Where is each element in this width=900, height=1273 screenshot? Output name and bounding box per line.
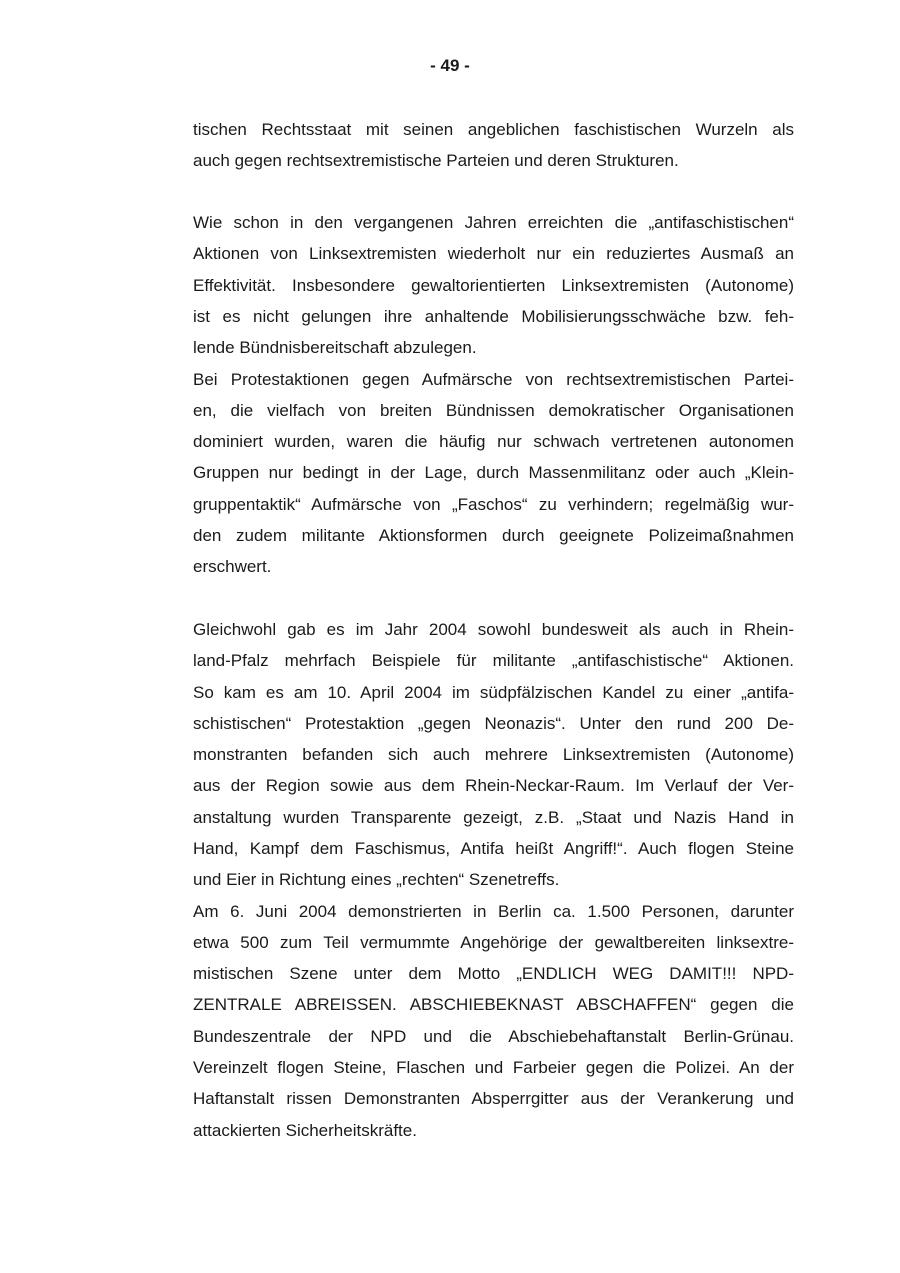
paragraph-4 [193,614,794,896]
text-line: gruppentaktik“ Aufmärsche von „Faschos“ zu verhindern; regelmäßig wur- [193,494,794,514]
page-number: - 49 - [430,56,470,75]
text-line: aus der Region sowie aus dem Rhein-Neckar-Raum. Im Verlauf der Ver- [193,776,794,796]
text-line: Haftanstalt rissen Demonstranten Absperrgitter aus der Verankerung und [193,1089,794,1109]
text-line: So kam es am 10. April 2004 im südpfälzischen Kandel zu einer „antifa- [193,682,794,702]
text-line: Bei Protestaktionen gegen Aufmärsche von rechtsextremistischen Partei- [193,369,794,389]
text-line: ist es nicht gelungen ihre anhaltende Mobilisierungsschwäche bzw. feh- [193,306,794,326]
text-line: Aktionen von Linksextremisten wiederholt nur ein reduziertes Ausmaß an [193,244,794,264]
text-line: Effektivität. Insbesondere gewaltorientierten Linksextremisten (Autonome) [193,275,794,295]
text-line: Gruppen nur bedingt in der Lage, durch Massenmilitanz oder auch „Klein- [193,463,794,483]
text-line: tischen Rechtsstaat mit seinen angeblichen faschistischen Wurzeln als [193,120,794,139]
paragraph-5 [193,896,794,1146]
text-line: Am 6. Juni 2004 demonstrierten in Berlin ca. 1.500 Personen, darunter [193,901,794,921]
text-line: Wie schon in den vergangenen Jahren erreichten die „antifaschistischen“ [193,213,794,232]
text-line: Bundeszentrale der NPD und die Abschiebehaftanstalt Berlin-Grünau. [193,1026,794,1046]
text-line: mistischen Szene unter dem Motto „ENDLICH WEG DAMIT!!! NPD- [193,964,794,984]
text-line: lende Bündnisbereitschaft abzulegen. [193,338,477,358]
paragraph-1 [193,114,794,177]
text-line: den zudem militante Aktionsformen durch geeignete Polizeimaßnahmen [193,525,794,545]
text-line: dominiert wurden, waren die häufig nur schwach vertretenen autonomen [193,432,794,452]
text-line: schistischen“ Protestaktion „gegen Neonazis“. Unter den rund 200 De- [193,713,794,733]
text-line: monstranten befanden sich auch mehrere Linksextremisten (Autonome) [193,745,794,765]
text-line: und Eier in Richtung eines „rechten“ Szenetreffs. [193,870,560,890]
text-line: ZENTRALE ABREISSEN. ABSCHIEBEKNAST ABSCHAFFEN“ gegen die [193,995,794,1015]
text-line: land-Pfalz mehrfach Beispiele für militante „antifaschistische“ Aktionen. [193,651,794,671]
text-line: Hand, Kampf dem Faschismus, Antifa heißt Angriff!“. Auch flogen Steine [193,839,794,859]
text-line: Vereinzelt flogen Steine, Flaschen und Farbeier gegen die Polizei. An der [193,1057,794,1077]
text-line: Gleichwohl gab es im Jahr 2004 sowohl bundesweit als auch in Rhein- [193,620,794,639]
text-line: auch gegen rechtsextremistische Parteien und deren Strukturen. [193,151,679,171]
text-line: etwa 500 zum Teil vermummte Angehörige der gewaltbereiten linksextre- [193,932,794,952]
text-line: erschwert. [193,557,272,577]
paragraph-2 [193,207,794,363]
text-line: en, die vielfach von breiten Bündnissen demokratischer Organisationen [193,400,794,420]
text-line: attackierten Sicherheitskräfte. [193,1120,417,1140]
paragraph-3 [193,364,794,583]
text-line: anstaltung wurden Transparente gezeigt, z.B. „Staat und Nazis Hand in [193,807,794,827]
